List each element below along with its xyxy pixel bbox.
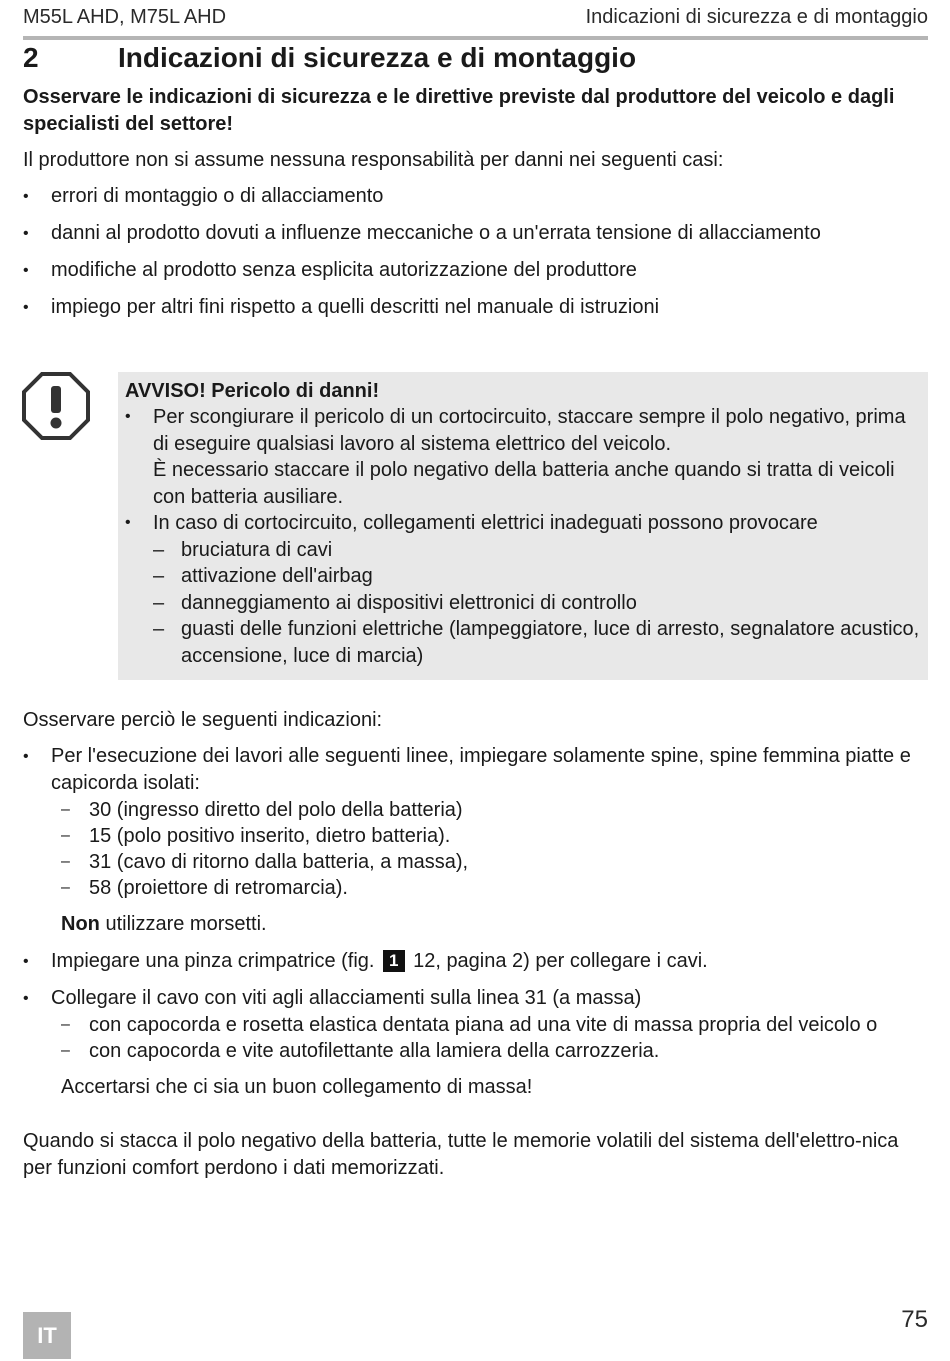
list-item: – 30 (ingresso diretto del polo della batteria) bbox=[61, 797, 928, 823]
notice-item-text: È necessario staccare il polo negativo della batteria anche quando si tratta di veicoli con batteria ausiliare. bbox=[153, 459, 895, 508]
list-item bbox=[23, 985, 928, 1101]
list-item: – 15 (polo positivo inserito, dietro batteria). bbox=[61, 823, 928, 849]
observe-list bbox=[23, 743, 928, 1101]
note-text: utilizzare morsetti. bbox=[99, 913, 267, 935]
ground-note: Accertarsi che ci sia un buon collegamento di massa! bbox=[61, 1076, 533, 1098]
list-item-text: Impiegare una pinza crimpatrice (fig. bbox=[51, 950, 375, 972]
notice-item bbox=[125, 510, 925, 669]
list-item bbox=[23, 743, 928, 938]
liability-text: Il produttore non si assume nessuna responsabilità per danni nei seguenti casi: bbox=[23, 149, 724, 171]
notice-item-text: • Per scongiurare il pericolo di un cortocircuito, staccare sempre il polo negativo, prima di eseguire qualsiasi lavoro al sistema elettrico del veicolo. bbox=[153, 406, 906, 455]
page-number: 75 bbox=[901, 1306, 928, 1333]
intro-bold-text: Osservare le indicazioni di sicurezza e le direttive previste dal produttore del veicolo e dagli specialisti del settore! bbox=[23, 86, 895, 135]
figure-reference: 1 bbox=[383, 950, 404, 972]
list-item bbox=[23, 948, 928, 975]
terminal-note bbox=[51, 911, 928, 938]
list-item: – 31 (cavo di ritorno dalla batteria, a massa), bbox=[61, 849, 928, 875]
chapter-number: 2 bbox=[23, 42, 39, 73]
running-header bbox=[23, 6, 928, 40]
ground-sublist bbox=[51, 1012, 928, 1064]
notice-list bbox=[125, 404, 925, 669]
list-item-text: • Collegare il cavo con viti agli allacciamenti sulla linea 31 (a massa) bbox=[51, 987, 642, 1009]
list-item: – guasti delle funzioni elettriche (lampeggiatore, luce di arresto, segnalatore acustico, accensione, luce di marcia) bbox=[153, 616, 925, 669]
chapter-title: Indicazioni di sicurezza e di montaggio bbox=[118, 42, 637, 73]
line-sublist bbox=[51, 797, 928, 901]
liability-list bbox=[23, 183, 928, 331]
chapter-heading bbox=[23, 42, 928, 74]
notice-title: AVVISO! Pericolo di danni! bbox=[125, 380, 380, 402]
list-item: – attivazione dell'airbag bbox=[153, 563, 925, 590]
note-bold: Non bbox=[61, 913, 100, 935]
list-item: • modifiche al prodotto senza esplicita autorizzazione del produttore bbox=[23, 257, 928, 284]
list-item: – bruciatura di cavi bbox=[153, 537, 925, 564]
notice-item-text: • In caso di cortocircuito, collegamenti elettrici inadeguati possono provocare bbox=[153, 512, 818, 534]
list-item: • impiego per altri fini rispetto a quelli descritti nel manuale di istruzioni bbox=[23, 294, 928, 321]
notice-sublist bbox=[153, 537, 925, 670]
list-item: • danni al prodotto dovuti a influenze meccaniche o a un'errata tensione di allacciamento bbox=[23, 220, 928, 247]
damage-notice-box bbox=[118, 372, 928, 680]
header-model: M55L AHD, M75L AHD bbox=[23, 6, 227, 28]
header-section: Indicazioni di sicurezza e di montaggio bbox=[585, 6, 928, 28]
list-item: – con capocorda e rosetta elastica dentata piana ad una vite di massa propria del veicolo o bbox=[61, 1012, 928, 1038]
observe-text: Osservare perciò le seguenti indicazioni: bbox=[23, 709, 383, 731]
notice-item bbox=[125, 404, 925, 510]
list-item: • errori di montaggio o di allacciamento bbox=[23, 183, 928, 210]
list-item-text: • Per l'esecuzione dei lavori alle seguenti linee, impiegare solamente spine, spine femmina piatte e capicorda isolati: bbox=[51, 745, 911, 794]
exclamation-octagon-icon bbox=[22, 372, 90, 440]
list-item: – con capocorda e vite autofilettante alla lamiera della carrozzeria. bbox=[61, 1038, 928, 1064]
list-item: – 58 (proiettore di retromarcia). bbox=[61, 875, 928, 901]
language-badge: IT bbox=[23, 1312, 71, 1359]
list-item: – danneggiamento ai dispositivi elettronici di controllo bbox=[153, 590, 925, 617]
final-paragraph: Quando si stacca il polo negativo della batteria, tutte le memorie volatili del sistema dell'elettro-nica per funzioni comfort perdono i dati memorizzati. bbox=[23, 1130, 899, 1179]
list-item-text: 12, pagina 2) per collegare i cavi. bbox=[413, 950, 708, 972]
